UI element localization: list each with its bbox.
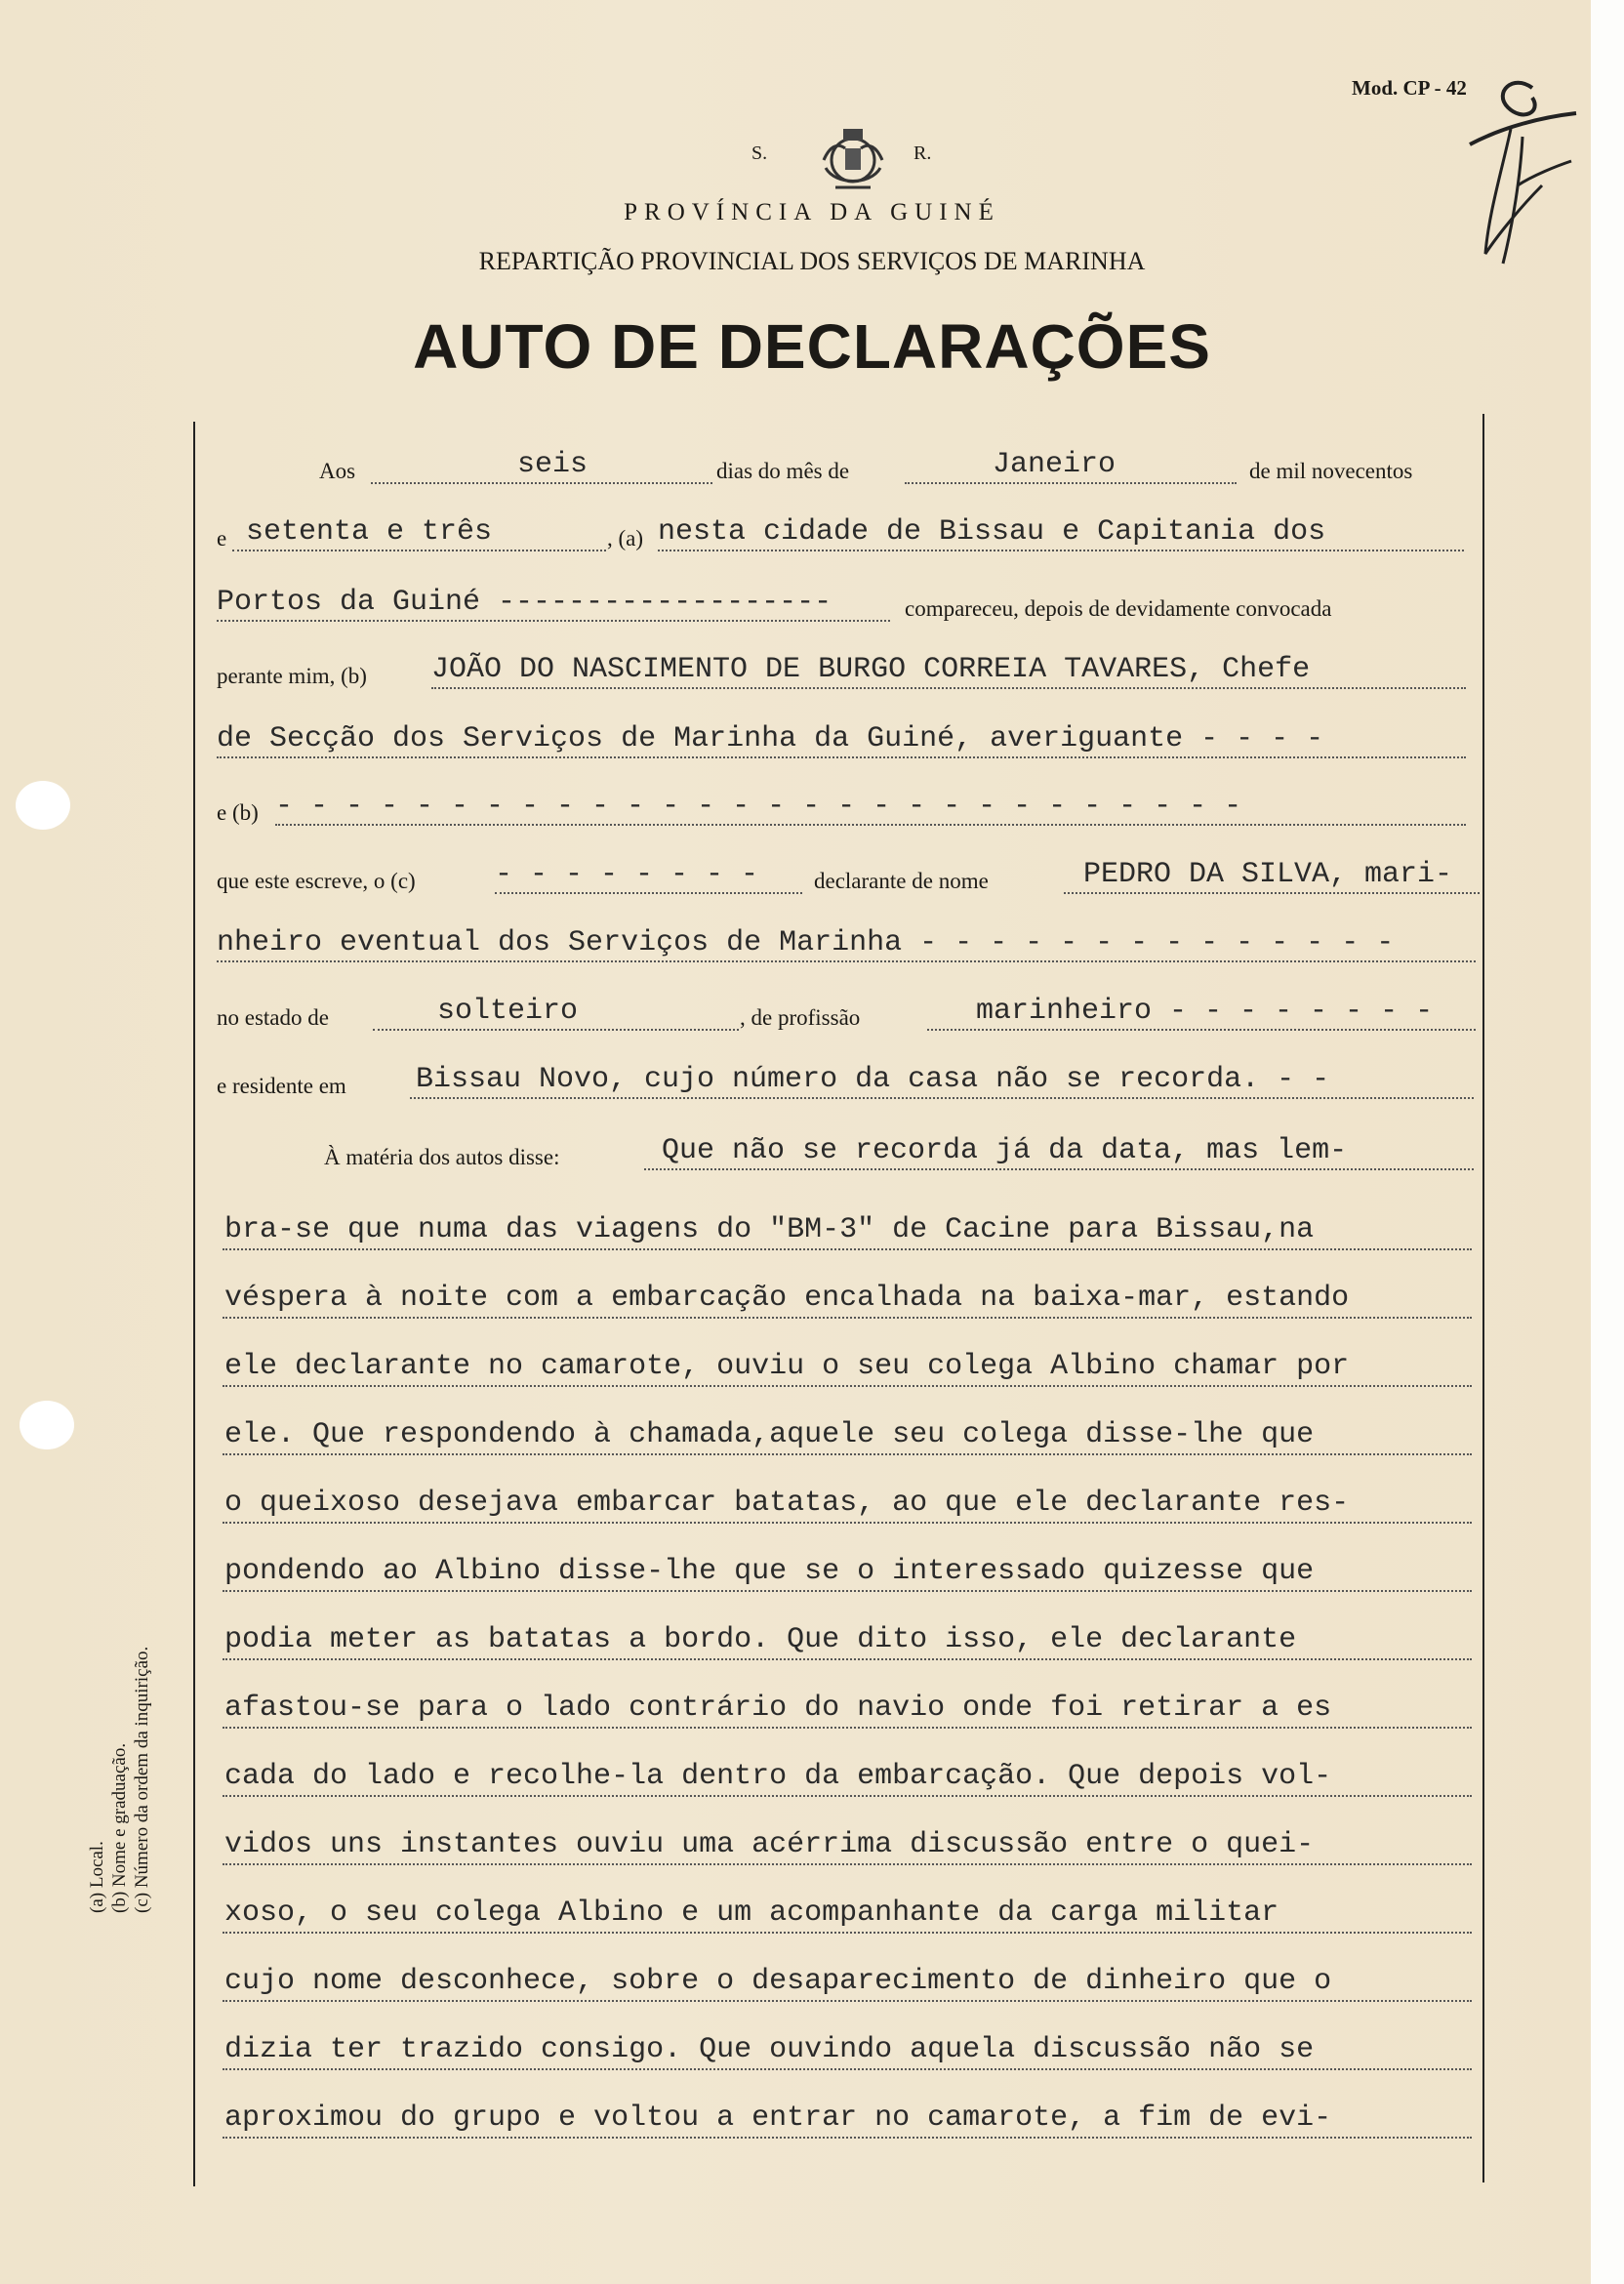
statement-line: bra-se que numa das viagens do "BM-3" de Cacine para Bissau,na xyxy=(223,1202,1472,1250)
statement-line: pondendo ao Albino disse-lhe que se o interessado quizesse que xyxy=(223,1543,1472,1592)
officer-line-2 xyxy=(217,722,1476,764)
declarant-name-field: PEDRO DA SILVA, mari- xyxy=(1064,858,1480,894)
handwritten-annotation xyxy=(1464,68,1581,273)
statement-intro-line: À matéria dos autos disse: Que não se recorda já da data, mas lem- xyxy=(217,1137,1476,1176)
sr-left: S. xyxy=(751,143,768,164)
punch-hole xyxy=(20,1401,74,1449)
statement-line: o queixoso desejava embarcar batatas, ao que ele declarante res- xyxy=(223,1475,1472,1524)
province-heading: PROVÍNCIA DA GUINÉ xyxy=(624,199,1000,225)
statement-line: aproximou do grupo e voltou a entrar no camarote, a fim de evi- xyxy=(223,2090,1472,2139)
coat-of-arms-icon xyxy=(816,123,890,195)
month-field: Janeiro xyxy=(905,448,1237,484)
date-line: Aos seis dias do mês de Janeiro de mil novecentos xyxy=(319,448,1413,483)
residence-field: Bissau Novo, cujo número da casa não se recorda. - - xyxy=(410,1063,1474,1099)
statement-line: cujo nome desconhece, sobre o desaparecimento de dinheiro que o xyxy=(223,1953,1472,2002)
scribe-field: - - - - - - - - - - - - - - - - - - - - - - - - - - - - xyxy=(275,790,1466,826)
right-margin-rule xyxy=(1482,414,1484,2182)
statement-line: dizia ter trazido consigo. Que ouvindo aquela discussão não se xyxy=(223,2021,1472,2070)
form-code: Mod. CP - 42 xyxy=(1352,76,1467,100)
punch-hole xyxy=(16,781,70,830)
statement-line: véspera à noite com a embarcação encalhada na baixa-mar, estando xyxy=(223,1270,1472,1319)
status-line: no estado de solteiro , de profissão marinheiro - - - - - - - - xyxy=(217,998,1476,1037)
statement-line: afastou-se para o lado contrário do navio onde foi retirar a es xyxy=(223,1680,1472,1729)
statement-first-line: Que não se recorda já da data, mas lem- xyxy=(644,1134,1474,1170)
year-field: setenta e três xyxy=(232,515,606,551)
day-field: seis xyxy=(371,448,712,484)
footnotes xyxy=(86,1647,153,1913)
residence-line: e residente em Bissau Novo, cujo número da casa não se recorda. - - xyxy=(217,1066,1476,1105)
page-title: AUTO DE DECLARAÇÕES xyxy=(413,311,1211,382)
declarant-role-field: nheiro eventual dos Serviços de Marinha - - - - - - - - - - - - - - xyxy=(217,926,1476,962)
footnote-b: (b) Nome e graduação. xyxy=(109,1742,130,1913)
marital-status-field: solteiro xyxy=(373,995,739,1031)
statement-line: xoso, o seu colega Albino e um acompanhante da carga militar xyxy=(223,1885,1472,1934)
officer-line-1: perante mim, (b) JOÃO DO NASCIMENTO DE BURGO CORREIA TAVARES, Chefe xyxy=(217,656,1476,695)
place-field-1: nesta cidade de Bissau e Capitania dos xyxy=(658,515,1464,551)
left-margin-rule xyxy=(193,422,195,2186)
scribe-line: e (b) - - - - - - - - - - - - - - - - - - - - - - - - - - - - xyxy=(217,793,1476,832)
department-heading: REPARTIÇÃO PROVINCIAL DOS SERVIÇOS DE MARINHA xyxy=(478,247,1146,275)
sr-right: R. xyxy=(914,143,932,164)
officer-field-2: de Secção dos Serviços de Marinha da Guiné, averiguante - - - - xyxy=(217,722,1466,758)
statement-line: ele declarante no camarote, ouviu o seu colega Albino chamar por xyxy=(223,1338,1472,1387)
statement-line: podia meter as batatas a bordo. Que dito isso, ele declarante xyxy=(223,1611,1472,1660)
footnote-a: (a) Local. xyxy=(87,1841,107,1913)
place-line: Portos da Guiné ------------------- compareceu, depois de devidamente convocada xyxy=(217,586,1332,621)
place-field-2: Portos da Guiné ------------------- xyxy=(217,586,890,622)
statement-line: ele. Que respondendo à chamada,aquele seu colega disse-lhe que xyxy=(223,1407,1472,1455)
profession-field: marinheiro - - - - - - - - xyxy=(927,995,1476,1031)
statement-line: vidos uns instantes ouviu uma acérrima discussão entre o quei- xyxy=(223,1816,1472,1865)
order-field: - - - - - - - - xyxy=(495,858,802,894)
officer-field-1: JOÃO DO NASCIMENTO DE BURGO CORREIA TAVARES, Chefe xyxy=(431,653,1466,689)
declarant-line-2 xyxy=(217,926,1476,968)
year-place-line: e setenta e três , (a) nesta cidade de Bissau e Capitania dos xyxy=(217,518,1476,557)
footnote-c: (c) Número da ordem da inquirição. xyxy=(132,1646,152,1913)
declarant-line-1: que este escreve, o (c) - - - - - - - - declarante de nome PEDRO DA SILVA, mari- xyxy=(217,861,1476,900)
statement-line: cada do lado e recolhe-la dentro da embarcação. Que depois vol- xyxy=(223,1748,1472,1797)
